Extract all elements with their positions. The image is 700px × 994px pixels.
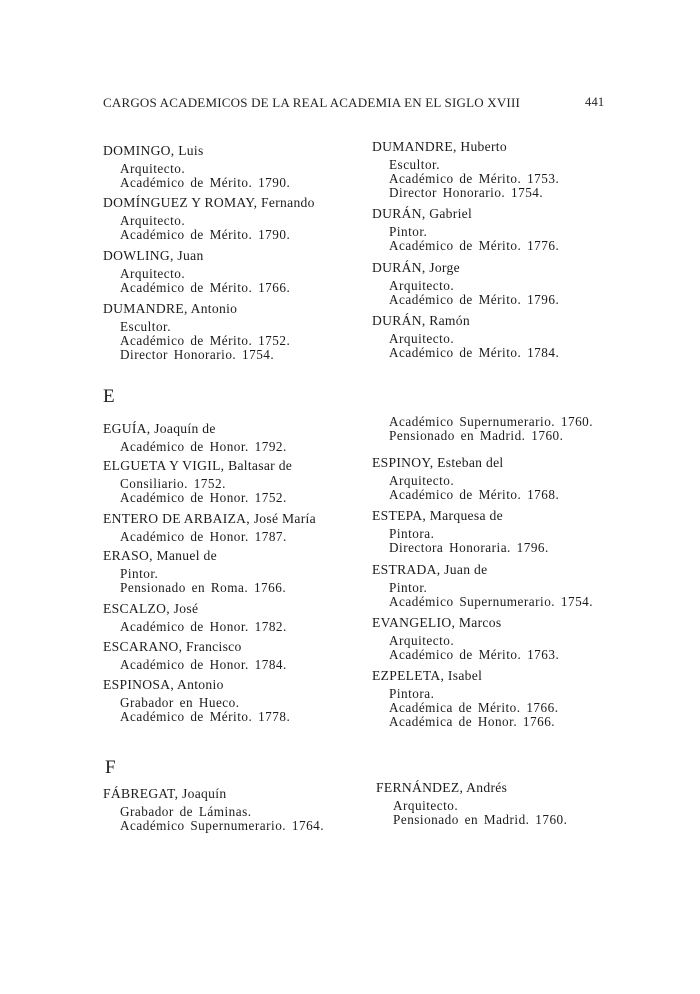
entry <box>103 143 290 190</box>
section-letter-f: F <box>105 757 116 778</box>
entry <box>103 301 290 362</box>
entry-line: Académico Supernumerario. 1764. <box>120 818 325 833</box>
page-number: 441 <box>585 95 605 109</box>
entry-name: DURÁN, Gabriel <box>372 206 473 221</box>
entry-name: FÁBREGAT, Joaquín <box>103 786 227 801</box>
entry <box>372 206 559 253</box>
entry-line: Arquitecto. <box>120 161 186 176</box>
entry-name: EZPELETA, Isabel <box>372 668 483 683</box>
entry-line: Académico de Mérito. 1778. <box>120 709 291 724</box>
entry-name: ESTEPA, Marquesa de <box>372 508 503 523</box>
entry-name: DUMANDRE, Huberto <box>372 139 507 154</box>
entry <box>372 508 549 555</box>
entry-line: Académico Supernumerario. 1760. <box>389 414 594 429</box>
entry-line: Académico de Honor. 1784. <box>120 657 287 672</box>
entry-name: EVANGELIO, Marcos <box>372 615 502 630</box>
entry <box>103 639 287 672</box>
entry-name: ELGUETA Y VIGIL, Baltasar de <box>103 458 293 473</box>
entry-line: Académico de Mérito. 1753. <box>389 171 560 186</box>
entry <box>103 248 290 295</box>
entry-line: Académico de Honor. 1787. <box>120 529 287 544</box>
entry <box>103 421 287 454</box>
entry <box>103 601 287 634</box>
entry-line: Pintora. <box>389 526 435 541</box>
entry-name: DOMINGO, Luis <box>103 143 204 158</box>
entry-name: DUMANDRE, Antonio <box>103 301 238 316</box>
entry-name: DOMÍNGUEZ Y ROMAY, Fernando <box>103 195 315 210</box>
entry-line: Grabador en Hueco. <box>120 695 240 710</box>
entry-line: Académico de Mérito. 1790. <box>120 175 291 190</box>
entry-line: Académico de Mérito. 1784. <box>389 345 560 360</box>
entry-name: DURÁN, Ramón <box>372 313 470 328</box>
entry-line: Pintor. <box>389 224 428 239</box>
entry <box>372 615 559 662</box>
entry-name: ESTRADA, Juan de <box>372 562 488 577</box>
entry-line: Académica de Honor. 1766. <box>389 714 556 729</box>
entry-name: ESCALZO, José <box>103 601 199 616</box>
entry-name: ESPINOY, Esteban del <box>372 455 504 470</box>
entry-line: Académico de Mérito. 1776. <box>389 238 560 253</box>
entry <box>103 195 315 242</box>
entry-line: Consiliario. 1752. <box>120 476 226 491</box>
entry-name: FERNÁNDEZ, Andrés <box>376 780 508 795</box>
entry-name: ERASO, Manuel de <box>103 548 217 563</box>
entry-line: Académico de Mérito. 1790. <box>120 227 291 242</box>
entry <box>372 562 593 609</box>
entry-line: Pensionado en Madrid. 1760. <box>393 812 568 827</box>
entry-line: Escultor. <box>120 319 172 334</box>
entry-line: Arquitecto. <box>389 633 455 648</box>
entry <box>376 780 567 827</box>
entry-line: Escultor. <box>389 157 441 172</box>
entry-line: Académico de Mérito. 1768. <box>389 487 560 502</box>
section-letter-e: E <box>103 386 115 407</box>
entry-line: Directora Honoraria. 1796. <box>389 540 549 555</box>
entry-line: Arquitecto. <box>120 213 186 228</box>
entry-line: Director Honorario. 1754. <box>389 185 544 200</box>
entry-line: Arquitecto. <box>393 798 459 813</box>
entry-line: Director Honorario. 1754. <box>120 347 275 362</box>
entry <box>103 511 316 544</box>
entry-line: Académico de Mérito. 1763. <box>389 647 560 662</box>
entry-name: ESCARANO, Francisco <box>103 639 242 654</box>
entry-name: DOWLING, Juan <box>103 248 204 263</box>
entry-line: Académico de Honor. 1752. <box>120 490 287 505</box>
entry <box>372 139 559 200</box>
entry <box>103 548 286 595</box>
entry-line: Académico Supernumerario. 1754. <box>389 594 594 609</box>
running-head-title: CARGOS ACADEMICOS DE LA REAL ACADEMIA EN EL SIGLO XVIII <box>103 95 521 110</box>
entry <box>103 458 292 505</box>
entry-line: Arquitecto. <box>389 278 455 293</box>
entry-line: Pintora. <box>389 686 435 701</box>
entry-line: Arquitecto. <box>389 473 455 488</box>
entry <box>372 260 559 307</box>
entry <box>372 455 559 502</box>
entry-line: Pintor. <box>120 566 159 581</box>
entry-line: Académico de Mérito. 1752. <box>120 333 291 348</box>
entry-line: Grabador de Láminas. <box>120 804 252 819</box>
entry-line: Académico de Mérito. 1766. <box>120 280 291 295</box>
entry-line: Académico de Honor. 1782. <box>120 619 287 634</box>
entry-name: DURÁN, Jorge <box>372 260 460 275</box>
entry-name: EGUÍA, Joaquín de <box>103 421 216 436</box>
entry-line: Arquitecto. <box>389 331 455 346</box>
entry-line: Pensionado en Roma. 1766. <box>120 580 287 595</box>
entry-line: Pensionado en Madrid. 1760. <box>389 428 564 443</box>
entry-line: Arquitecto. <box>120 266 186 281</box>
entry-line: Pintor. <box>389 580 428 595</box>
entry-name: ENTERO DE ARBAIZA, José María <box>103 511 316 526</box>
entry-line: Académico de Honor. 1792. <box>120 439 287 454</box>
entry-line: Académica de Mérito. 1766. <box>389 700 559 715</box>
entry <box>372 313 559 360</box>
entry <box>103 677 290 724</box>
entry <box>372 668 559 729</box>
entry-line: Académico de Mérito. 1796. <box>389 292 560 307</box>
entry-name: ESPINOSA, Antonio <box>103 677 224 692</box>
entry <box>103 786 324 833</box>
entry-continuation <box>372 415 593 443</box>
